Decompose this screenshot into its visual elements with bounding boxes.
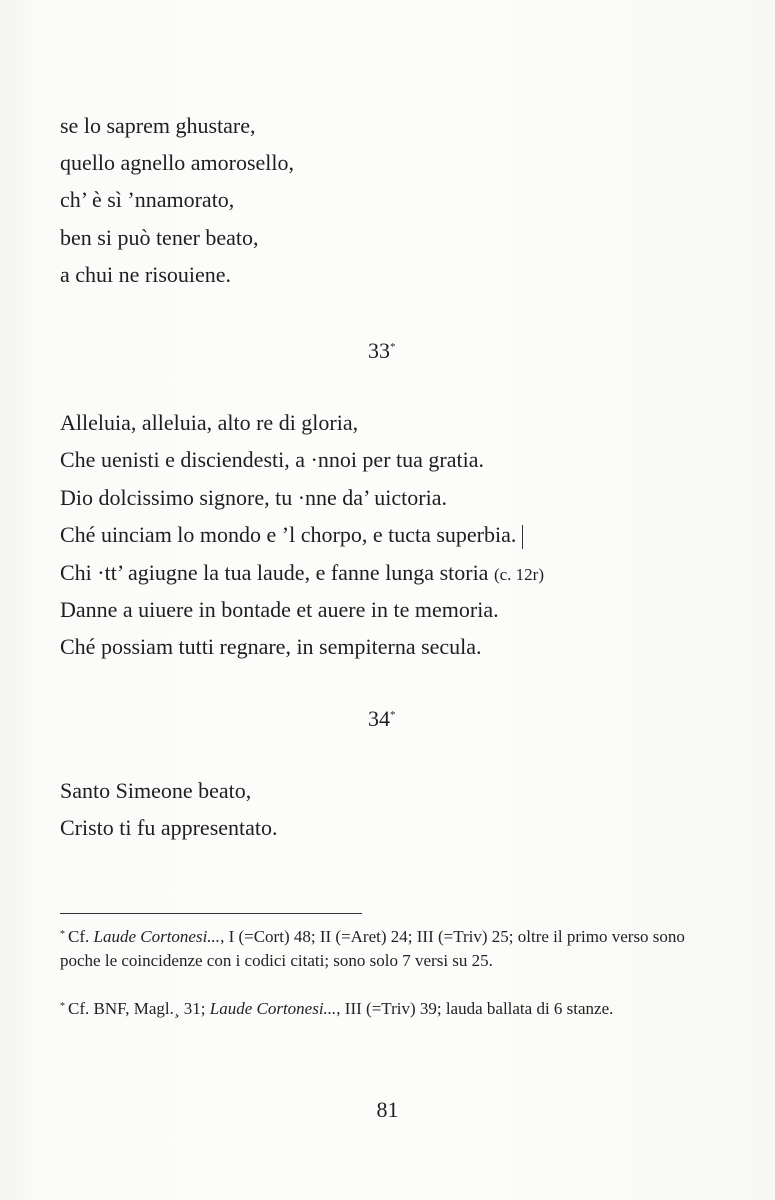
verse-line: se lo saprem ghustare, bbox=[60, 113, 256, 138]
verse-line: Chi ·tt’ agiugne la tua laude, e fanne lunga storia (c. 12r) bbox=[60, 560, 544, 585]
folio-break-mark bbox=[522, 525, 523, 549]
footnote-marker: * bbox=[390, 709, 396, 721]
poem-number-33: 33* bbox=[368, 338, 396, 363]
verse-line: Danne a uiuere in bontade et auere in te memoria. bbox=[60, 597, 499, 622]
verse-line: ch’ è sì ’nnamorato, bbox=[60, 187, 235, 212]
footnote-marker: * bbox=[390, 341, 396, 353]
footnote-2: * Cf. BNF, Magl.¸ 31; Laude Cortonesi..., III (=Triv) 39; lauda ballata di 6 stanze. bbox=[60, 999, 614, 1018]
verse-line: Dio dolcissimo signore, tu ·nne da’ uictoria. bbox=[60, 485, 447, 510]
verse-line: Ché uinciam lo mondo e ’l chorpo, e tucta superbia. bbox=[60, 522, 523, 549]
carta-reference: (c. 12r) bbox=[493, 565, 544, 584]
verse-line: Cristo ti fu appresentato. bbox=[60, 815, 278, 840]
verse-line: Che uenisti e disciendesti, a ·nnoi per tua gratia. bbox=[60, 447, 484, 472]
page-number: 81 bbox=[376, 1097, 399, 1122]
verse-line: quello agnello amorosello, bbox=[60, 150, 294, 175]
verse-line: Santo Simeone beato, bbox=[60, 778, 252, 803]
footnote-marker: * bbox=[60, 1001, 65, 1012]
poem-number-34: 34* bbox=[368, 706, 396, 731]
verse-line: a chui ne risouiene. bbox=[60, 262, 232, 287]
verse-line: Ché possiam tutti regnare, in sempiterna secula. bbox=[60, 634, 482, 659]
footnote-rule bbox=[60, 913, 362, 914]
verse-line: Alleluia, alleluia, alto re di gloria, bbox=[60, 410, 359, 435]
work-title: Laude Cortonesi... bbox=[93, 927, 221, 946]
work-title: Laude Cortonesi... bbox=[209, 999, 337, 1018]
verse-line: ben si può tener beato, bbox=[60, 225, 259, 250]
footnote-1: * Cf. Laude Cortonesi..., I (=Cort) 48; II (=Aret) 24; III (=Triv) 25; oltre il primo verso sono poche le coincidenze con i codici citati; sono solo 7 versi su 25. bbox=[60, 927, 685, 970]
footnote-marker: * bbox=[60, 929, 65, 940]
